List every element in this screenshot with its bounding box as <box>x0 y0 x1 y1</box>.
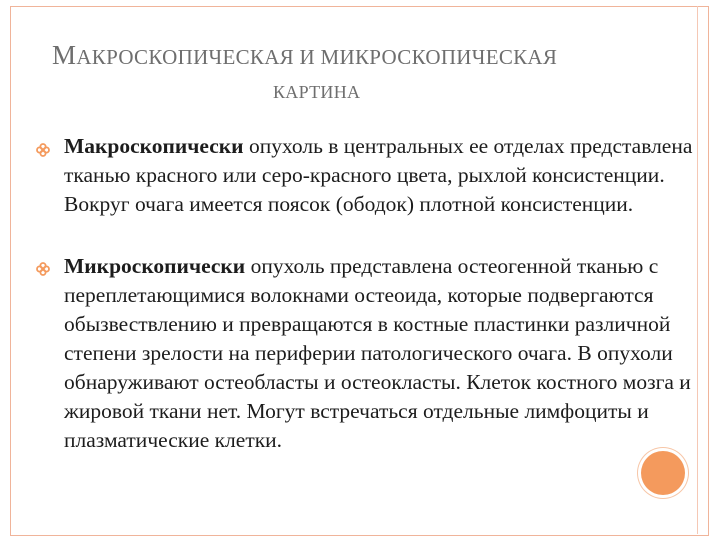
bullet-paragraph-1 <box>64 132 694 219</box>
bullet-1-text: опухоль в центральных ее отделах представлена тканью красного или серо-красного цвета, рыхлой консистенции. Вокруг очага имеется поясок (ободок) плотной консистенции. <box>64 134 693 216</box>
title-text: АКРОСКОПИЧЕСКАЯ И МИКРОСКОПИЧЕСКАЯ <box>76 45 558 69</box>
flower-bullet-icon <box>36 262 50 276</box>
title-initial: М <box>52 40 77 70</box>
slide-title-line2: КАРТИНА <box>273 82 361 102</box>
slide-frame-edge <box>697 6 698 534</box>
bullet-paragraph-2 <box>64 252 694 455</box>
slide-title <box>52 40 557 71</box>
decorative-circle <box>641 451 685 495</box>
flower-bullet-icon <box>36 143 50 157</box>
bullet-1-term: Макроскопически <box>64 134 244 158</box>
bullet-2-term: Микроскопически <box>64 254 246 278</box>
bullet-2-text: опухоль представлена остеогенной тканью с переплетающимися волокнами остеоида, которые подвергаются обызвествлению и превращаются в костные пластинки различной степени зрелости на периферии патологического очага. В опухоли обнаруживают остеобласты и остеокласты. Клеток костного мозга и жировой ткани нет. Могут встречаться отдельные лимфоциты и плазматические клетки. <box>64 254 691 452</box>
